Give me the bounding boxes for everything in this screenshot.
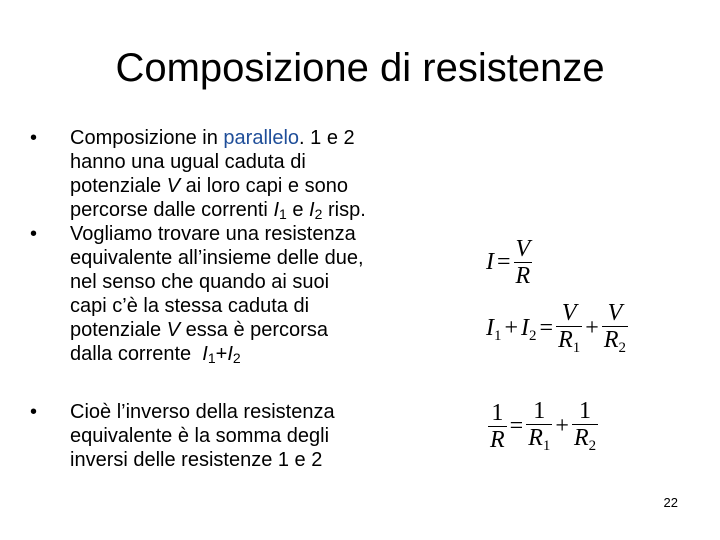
bullet-line: inversi delle resistenze 1 e 2 bbox=[70, 449, 323, 471]
eq-var: R bbox=[573, 425, 589, 451]
eq-sub: 1 bbox=[542, 438, 551, 454]
equation-current-sum bbox=[486, 300, 628, 356]
bullet-inverse-sum bbox=[30, 400, 450, 472]
bullet-line bbox=[70, 126, 450, 150]
text: e bbox=[286, 199, 310, 221]
bullet-line: Vogliamo trovare una resistenza bbox=[70, 223, 356, 245]
eq-equals: = bbox=[539, 314, 554, 341]
frac-den: R bbox=[515, 263, 531, 289]
bullet-dot-icon: • bbox=[30, 127, 38, 149]
eq-term bbox=[521, 314, 537, 344]
eq-var: I bbox=[486, 314, 494, 341]
eq-var: R bbox=[528, 425, 543, 451]
frac-num: V bbox=[515, 236, 531, 262]
bullet-line bbox=[70, 342, 450, 366]
eq-sub: 1 bbox=[494, 327, 502, 344]
bullet-line bbox=[70, 198, 450, 222]
eq-sub: 2 bbox=[618, 340, 626, 356]
eq-plus: + bbox=[585, 314, 599, 341]
equation-inverse-sum bbox=[488, 398, 598, 454]
eq-sub: 2 bbox=[529, 327, 537, 344]
eq-plus: + bbox=[504, 314, 519, 341]
text: Composizione in bbox=[70, 127, 224, 149]
eq-equals: = bbox=[497, 249, 511, 275]
eq-plus: + bbox=[555, 412, 569, 439]
frac-den bbox=[556, 327, 582, 356]
frac-den: R bbox=[490, 426, 505, 453]
bullet-line: Cioè l’inverso della resistenza bbox=[70, 401, 335, 423]
var-i: I bbox=[202, 343, 208, 365]
bullet-equivalent-resistance bbox=[30, 222, 450, 366]
bullet-line: nel senso che quando ai suoi bbox=[70, 271, 330, 293]
eq-fraction bbox=[488, 400, 507, 453]
eq-fraction bbox=[602, 300, 628, 356]
text: essa è percorsa bbox=[180, 319, 328, 341]
slide-title: Composizione di resistenze bbox=[115, 46, 605, 90]
frac-den bbox=[572, 425, 598, 454]
bullet-line bbox=[70, 174, 450, 198]
var-i: I bbox=[309, 199, 315, 221]
var-i: I bbox=[273, 199, 279, 221]
text: . 1 e 2 bbox=[299, 127, 355, 149]
frac-num: 1 bbox=[488, 400, 507, 427]
frac-num: 1 bbox=[572, 398, 598, 425]
text: potenziale bbox=[70, 175, 167, 197]
eq-sub: 2 bbox=[588, 438, 597, 454]
var-v: V bbox=[166, 175, 181, 197]
var-v: V bbox=[166, 319, 181, 341]
bullet-line: capi c’è la stessa caduta di bbox=[70, 295, 310, 317]
text: dalla corrente bbox=[70, 343, 203, 365]
text: risp. bbox=[322, 199, 366, 221]
eq-var: R bbox=[558, 327, 573, 353]
eq-term bbox=[486, 314, 502, 344]
text: ai loro capi e sono bbox=[180, 175, 348, 197]
eq-fraction bbox=[572, 398, 598, 454]
page-number: 22 bbox=[663, 495, 678, 510]
bullet-dot-icon: • bbox=[30, 223, 38, 245]
bullet-line: equivalente all’insieme delle due, bbox=[70, 247, 364, 269]
bullet-line: hanno una ugual caduta di bbox=[70, 151, 306, 173]
eq-var: I bbox=[521, 314, 530, 341]
text: potenziale bbox=[70, 319, 167, 341]
bullet-line: equivalente è la somma degli bbox=[70, 425, 330, 447]
highlight-parallelo: parallelo bbox=[223, 127, 300, 149]
equation-ohm bbox=[486, 236, 532, 289]
bullet-line bbox=[70, 318, 450, 342]
eq-fraction bbox=[514, 236, 533, 289]
subscript: 1 bbox=[279, 206, 287, 222]
plus: + bbox=[215, 343, 228, 365]
text: percorse dalle correnti bbox=[70, 199, 274, 221]
frac-num: 1 bbox=[526, 398, 552, 425]
eq-var: I bbox=[486, 249, 494, 275]
eq-equals: = bbox=[509, 412, 524, 439]
bullet-item bbox=[30, 126, 450, 222]
frac-num: V bbox=[602, 300, 628, 327]
subscript: 1 bbox=[207, 350, 216, 366]
subscript: 2 bbox=[232, 350, 241, 366]
subscript: 2 bbox=[314, 206, 323, 222]
bullet-item bbox=[30, 222, 450, 366]
frac-den bbox=[602, 327, 628, 356]
eq-fraction bbox=[526, 398, 552, 454]
frac-den bbox=[526, 425, 552, 454]
eq-var: R bbox=[603, 327, 619, 353]
eq-fraction bbox=[556, 300, 582, 356]
bullet-item bbox=[30, 400, 450, 472]
bullet-dot-icon: • bbox=[30, 401, 38, 423]
bullet-parallel-composition bbox=[30, 126, 450, 222]
frac-num: V bbox=[556, 300, 582, 327]
eq-sub: 1 bbox=[572, 340, 581, 356]
var-i: I bbox=[227, 343, 233, 365]
